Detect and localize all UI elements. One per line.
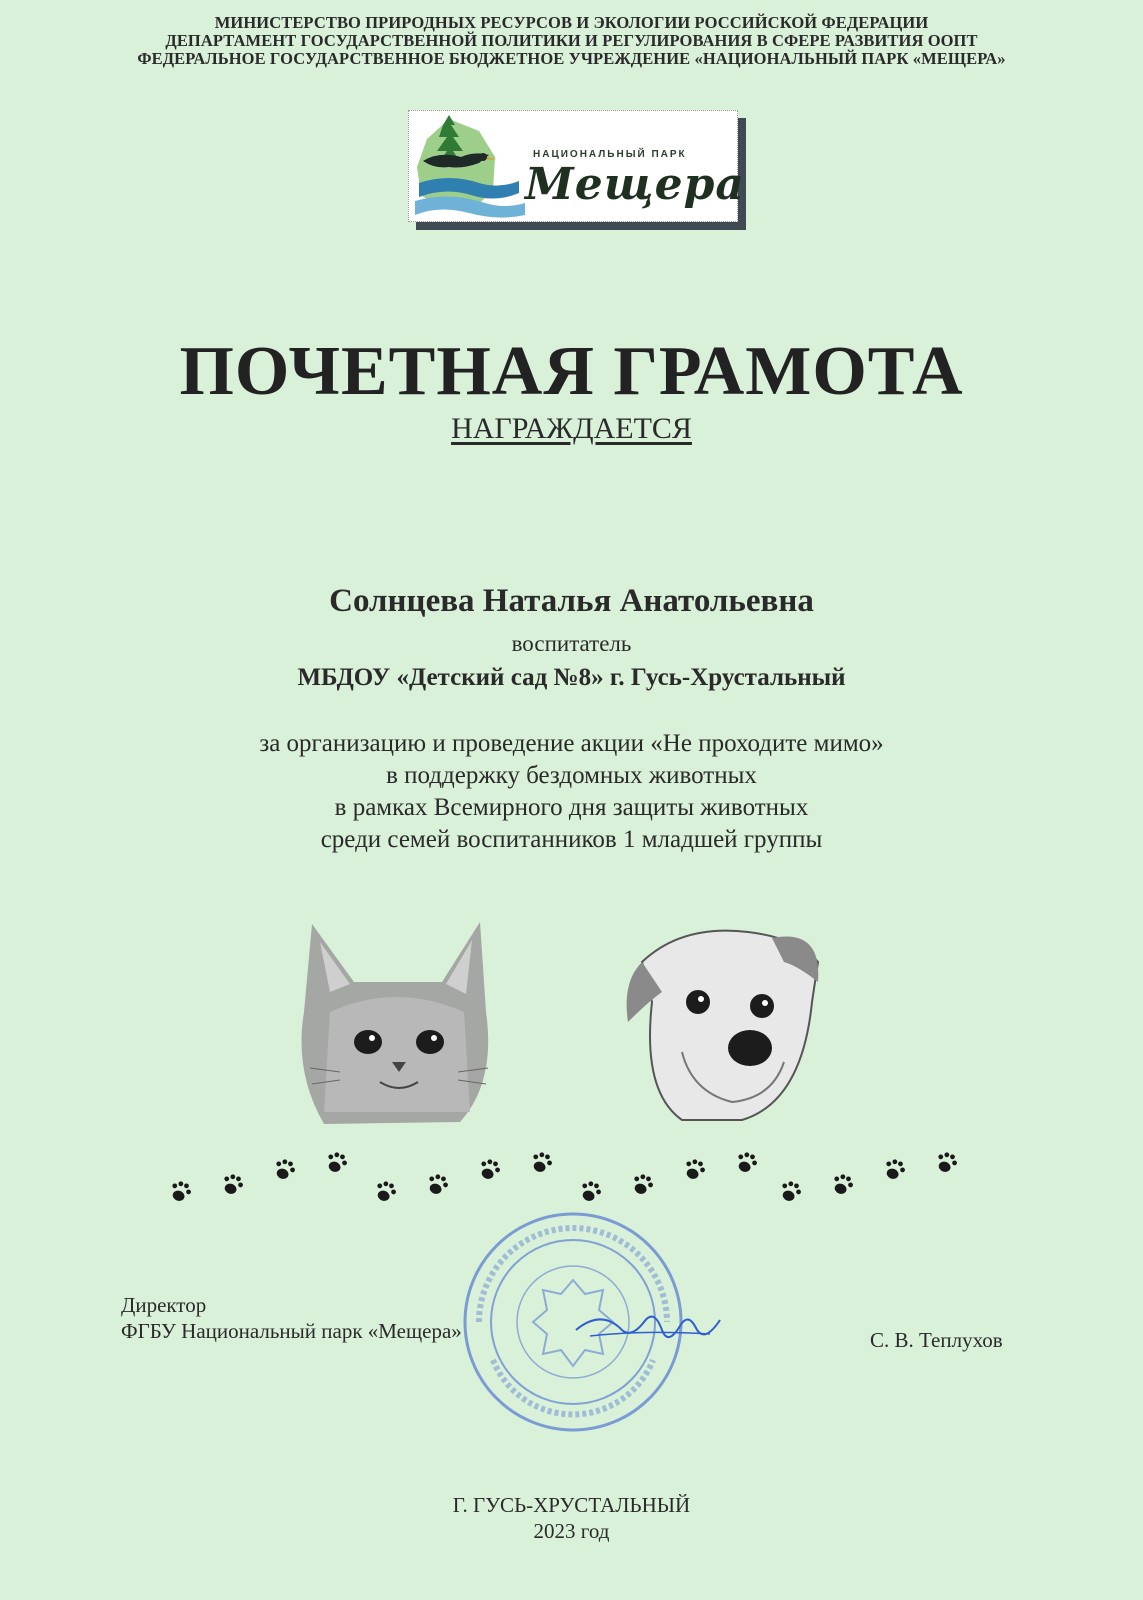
recipient-name: Солнцева Наталья Анатольевна <box>329 583 814 619</box>
paw-print-icon <box>529 1150 554 1175</box>
reason-line-3: в рамках Всемирного дня защиты животных <box>334 794 809 821</box>
paw-print-icon <box>373 1179 398 1204</box>
recipient-position: воспитатель <box>511 631 632 656</box>
header-ministry: МИНИСТЕРСТВО ПРИРОДНЫХ РЕСУРСОВ И ЭКОЛОГИИ РОССИЙСКОЙ ФЕДЕРАЦИИ <box>214 13 929 32</box>
paw-print-icon <box>170 1179 193 1204</box>
park-logo <box>408 110 745 222</box>
paw-print-icon <box>734 1150 759 1175</box>
handwritten-signature <box>570 1300 730 1360</box>
logo-big-text: Мещера <box>525 159 745 210</box>
signer-title-line-1: Директор <box>121 1293 207 1317</box>
paw-print-icon <box>272 1157 297 1182</box>
reason-line-4: среди семей воспитанников 1 младшей группы <box>320 826 823 853</box>
paw-print-icon <box>778 1179 803 1204</box>
paw-print-icon <box>830 1172 855 1197</box>
issuer-header <box>0 14 1143 68</box>
header-department: ДЕПАРТАМЕНТ ГОСУДАРСТВЕННОЙ ПОЛИТИКИ И РЕГУЛИРОВАНИЯ В СФЕРЕ РАЗВИТИЯ ООПТ <box>165 31 978 50</box>
kitten-illustration <box>302 922 489 1124</box>
award-reason <box>0 728 1143 856</box>
paw-print-icon <box>630 1172 655 1197</box>
reason-line-2: в поддержку бездомных животных <box>386 762 757 789</box>
footer <box>0 1492 1143 1544</box>
header-institution: ФЕДЕРАЛЬНОЕ ГОСУДАРСТВЕННОЕ БЮДЖЕТНОЕ УЧРЕЖДЕНИЕ «НАЦИОНАЛЬНЫЙ ПАРК «МЕЩЕРА» <box>137 49 1006 68</box>
pets-illustration <box>300 922 840 1142</box>
certificate-title: ПОЧЕТНАЯ ГРАМОТА <box>179 333 964 410</box>
paw-print-icon <box>578 1179 603 1204</box>
paw-print-icon <box>682 1157 707 1182</box>
paw-print-icon <box>220 1172 245 1197</box>
paw-print-icon <box>425 1172 450 1197</box>
recipient-organization: МБДОУ «Детский сад №8» г. Гусь-Хрустальный <box>297 664 846 691</box>
certificate-subtitle: НАГРАЖДАЕТСЯ <box>451 412 692 445</box>
signer-title <box>121 1292 462 1344</box>
paw-print-icon <box>882 1157 907 1182</box>
reason-line-1: за организацию и проведение акции «Не проходите мимо» <box>259 730 884 757</box>
logo-emblem-icon <box>409 111 529 221</box>
paw-prints-row <box>170 1150 970 1210</box>
signer-name: С. В. Теплухов <box>870 1328 1003 1352</box>
paw-print-icon <box>934 1150 959 1175</box>
puppy-illustration <box>627 931 819 1120</box>
paw-print-icon <box>477 1157 502 1182</box>
paw-print-icon <box>324 1150 349 1175</box>
footer-city: Г. ГУСЬ-ХРУСТАЛЬНЫЙ <box>452 1493 691 1517</box>
signer-title-line-2: ФГБУ Национальный парк «Мещера» <box>121 1319 462 1343</box>
logo-small-text: НАЦИОНАЛЬНЫЙ ПАРК <box>533 149 687 160</box>
footer-year: 2023 год <box>533 1519 610 1543</box>
